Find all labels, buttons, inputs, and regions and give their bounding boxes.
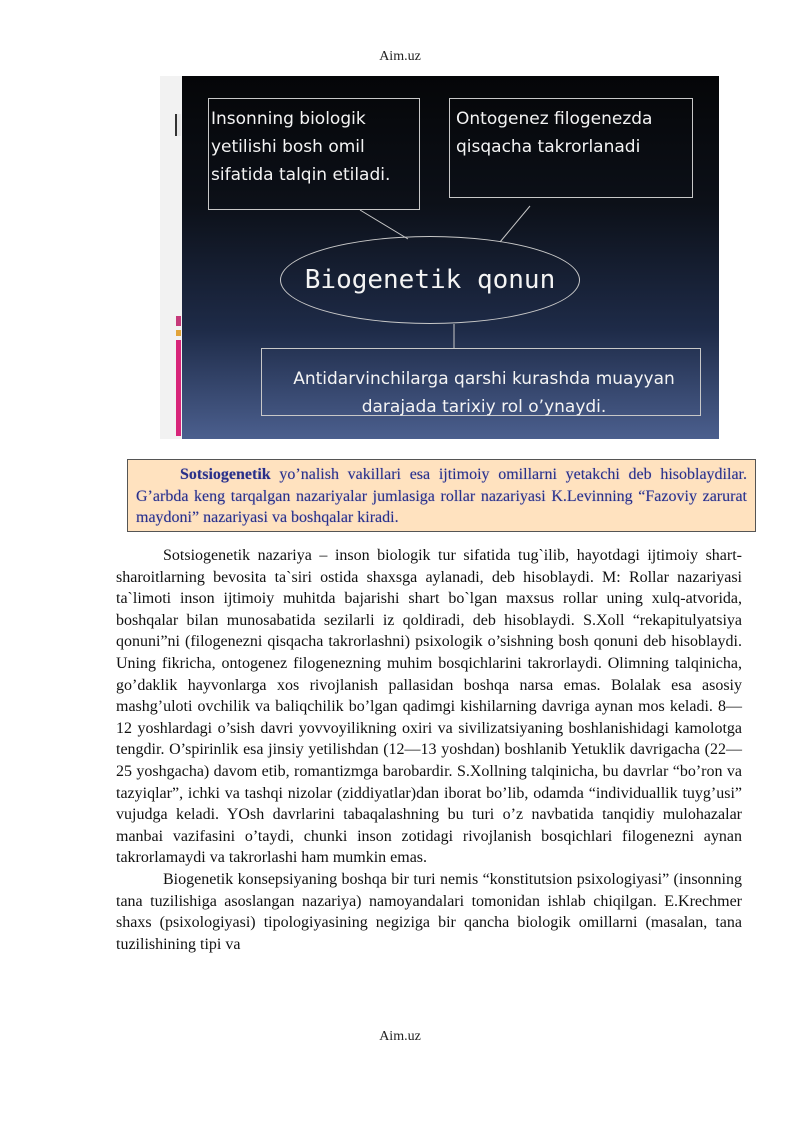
slide-box-ontogenesis: Ontogenez filogenezda qisqacha takrorlanadi: [449, 98, 693, 198]
paragraph: Sotsiogenetik nazariya – inson biologik tur sifatida tug`ilib, hayotdagi ijtimoiy shart-sharoitlarning bevosita ta`siri ostida shaxsga aylanadi, deb hisoblaydi. M: Rollar nazariyasi ta`limoti inson ijtimoiy muhitda bajarishi shart bo`lgan maxsus rollar uning xulq-atvorida, boshqalar bilan munosabatida sezilarli iz qoldiradi, deb hisoblaydi. S.Xoll “rekapitulyatsiya qonuni”ni (filogenezni qisqacha takrorlashni) psixologik o’sishning bosh qonuni deb hisoblaydi. Uning fikricha, ontogenez filogenezning muhim bosqichlarini takrorlaydi. Olimning talqinicha, go’daklik hayvonlarga xos rivojlanish pallasidan boshqa narsa emas. Bolalak esa asosiy mashg’uloti ovchilik va baliqchilik bo’lgan qadimgi kishilarning davriga aynan mos keladi. 8—12 yoshlardagi o’sish davri yovvoyilikning oxiri va sivilizatsiyaning boshlanishidagi kamolotga tengdir. O’spirinlik esa jinsiy yetilishdan (12—13 yoshdan) boshlanib Yetuklik davrigacha (22—25 yoshgacha) davom etib, romantizmga barobardir. S.Xollning talqinicha, bu davrlar “bo’ron va tazyiqlar”, ichki va tashqi nizolar (ziddiyatlar)dan iborat bo’lib, odamda “individuallik tuyg’usi” vujudga keladi. YOsh davrlarini tabaqalashning bu turi o’z navbatida tanqidiy mulohazalar manbai vazifasini o’taydi, chunki inson zotidagi rivojlanish bosqichlari filogenezni aynan takrorlamaydi va takrorlashi ham mumkin emas.: [116, 547, 742, 867]
highlight-note: [127, 459, 756, 532]
connector-line-right: [500, 206, 530, 242]
slide-box-antidarwinists: Antidarvinchilarga qarshi kurashda muayyan darajada tarixiy rol o’ynaydi.: [261, 348, 701, 416]
note-bold-term: Sotsiogenetik: [180, 466, 271, 483]
page-footer: Aim.uz: [379, 1029, 421, 1044]
slide-box-biological-maturity: Insonning biologik yetilishi bosh omil sifatida talqin etiladi.: [208, 98, 420, 210]
connector-line-left: [360, 210, 408, 239]
note-text: yo’nalish vakillari esa ijtimoiy omillarni yetakchi deb hisoblaydilar. G’arbda keng tarqalgan nazariyalar jumlasiga rollar nazariyasi K.Levinning “Fazoviy zarurat maydoni” nazariyasi va boshqalar kiradi.: [136, 466, 747, 526]
paragraph: Biogenetik konsepsiyaning boshqa bir turi nemis “konstitutsion psixologiyasi” (insonning tana tuzilishiga asoslangan nazariya) namoyandalari tomonidan ishlab chiqilgan. E.Krechmer shaxs (psixologiyasi) tipologiyasining negiziga bir qancha biologik omillarni (masalan, tana tuzilishining tipi va: [116, 870, 742, 953]
body-text: [116, 545, 742, 955]
slide-center-ellipse: Biogenetik qonun: [280, 236, 580, 324]
slide-image: [160, 76, 719, 439]
page-header: Aim.uz: [379, 49, 421, 64]
